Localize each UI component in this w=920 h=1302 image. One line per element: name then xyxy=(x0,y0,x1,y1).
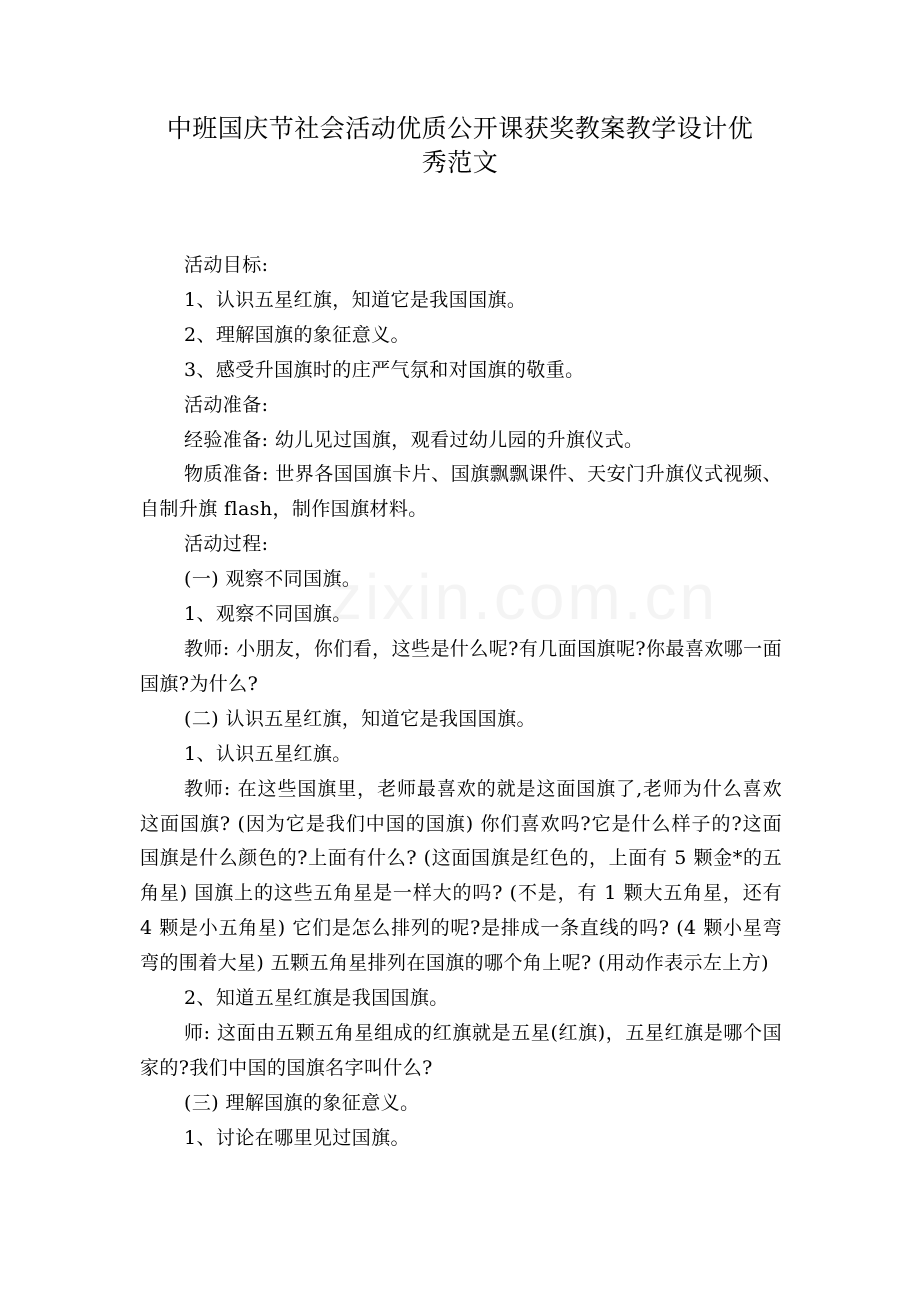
title-line-1: 中班国庆节社会活动优质公开课获奖教案教学设计优 xyxy=(166,114,754,143)
paragraph: 活动准备: xyxy=(184,393,269,416)
document-body xyxy=(140,248,782,1156)
paragraph: 1、讨论在哪里见过国旗。 xyxy=(184,1126,410,1149)
paragraph: 教师: 小朋友，你们看，这些是什么呢?有几面国旗呢?你最喜欢哪一面国旗?为什么? xyxy=(140,637,782,695)
paragraph: 2、知道五星红旗是我国国旗。 xyxy=(184,987,449,1010)
paragraph: 活动过程: xyxy=(184,533,269,556)
paragraph: 经验准备: 幼儿见过国旗，观看过幼儿园的升旗仪式。 xyxy=(184,428,644,451)
paragraph: 1、观察不同国旗。 xyxy=(184,603,352,626)
paragraph: 师: 这面由五颗五角星组成的红旗就是五星(红旗)，五星红旗是哪个国家的?我们中国的国旗名字叫什么? xyxy=(140,1021,782,1079)
title-line-2: 秀范文 xyxy=(421,148,499,177)
paragraph: 活动目标: xyxy=(184,254,269,276)
paragraph: (三) 理解国旗的象征意义。 xyxy=(184,1091,420,1114)
paragraph: 3、感受升国旗时的庄严气氛和对国旗的敬重。 xyxy=(184,358,585,381)
paragraph: (一) 观察不同国旗。 xyxy=(184,568,362,591)
paragraph: 1、认识五星红旗。 xyxy=(184,742,352,765)
paragraph: 教师: 在这些国旗里，老师最喜欢的就是这面国旗了,老师为什么喜欢这面国旗? (因为它是我们中国的国旗) 你们喜欢吗?它是什么样子的?这面国旗是什么颜色的?上面有什么? (这面国旗是红色的，上面有 5 颗金*的五角星) 国旗上的这些五角星是一样大的吗? (不是，有 1 颗大五角星，还有 4 颗是小五角星) 它们是怎么排列的呢?是排成一条直线的吗? (4 颗小星弯弯的围着大星) 五颗五角星排列在国旗的哪个角上呢? (用动作表示左上方) xyxy=(140,777,782,975)
paragraph: 物质准备: 世界各国国旗卡片、国旗飘飘课件、天安门升旗仪式视频、自制升旗 flash，制作国旗材料。 xyxy=(140,463,782,521)
paragraph: (二) 认识五星红旗，知道它是我国国旗。 xyxy=(184,707,536,730)
paragraph: 2、理解国旗的象征意义。 xyxy=(184,323,410,346)
paragraph: 1、认识五星红旗，知道它是我国国旗。 xyxy=(184,288,527,311)
document-title xyxy=(140,112,780,180)
